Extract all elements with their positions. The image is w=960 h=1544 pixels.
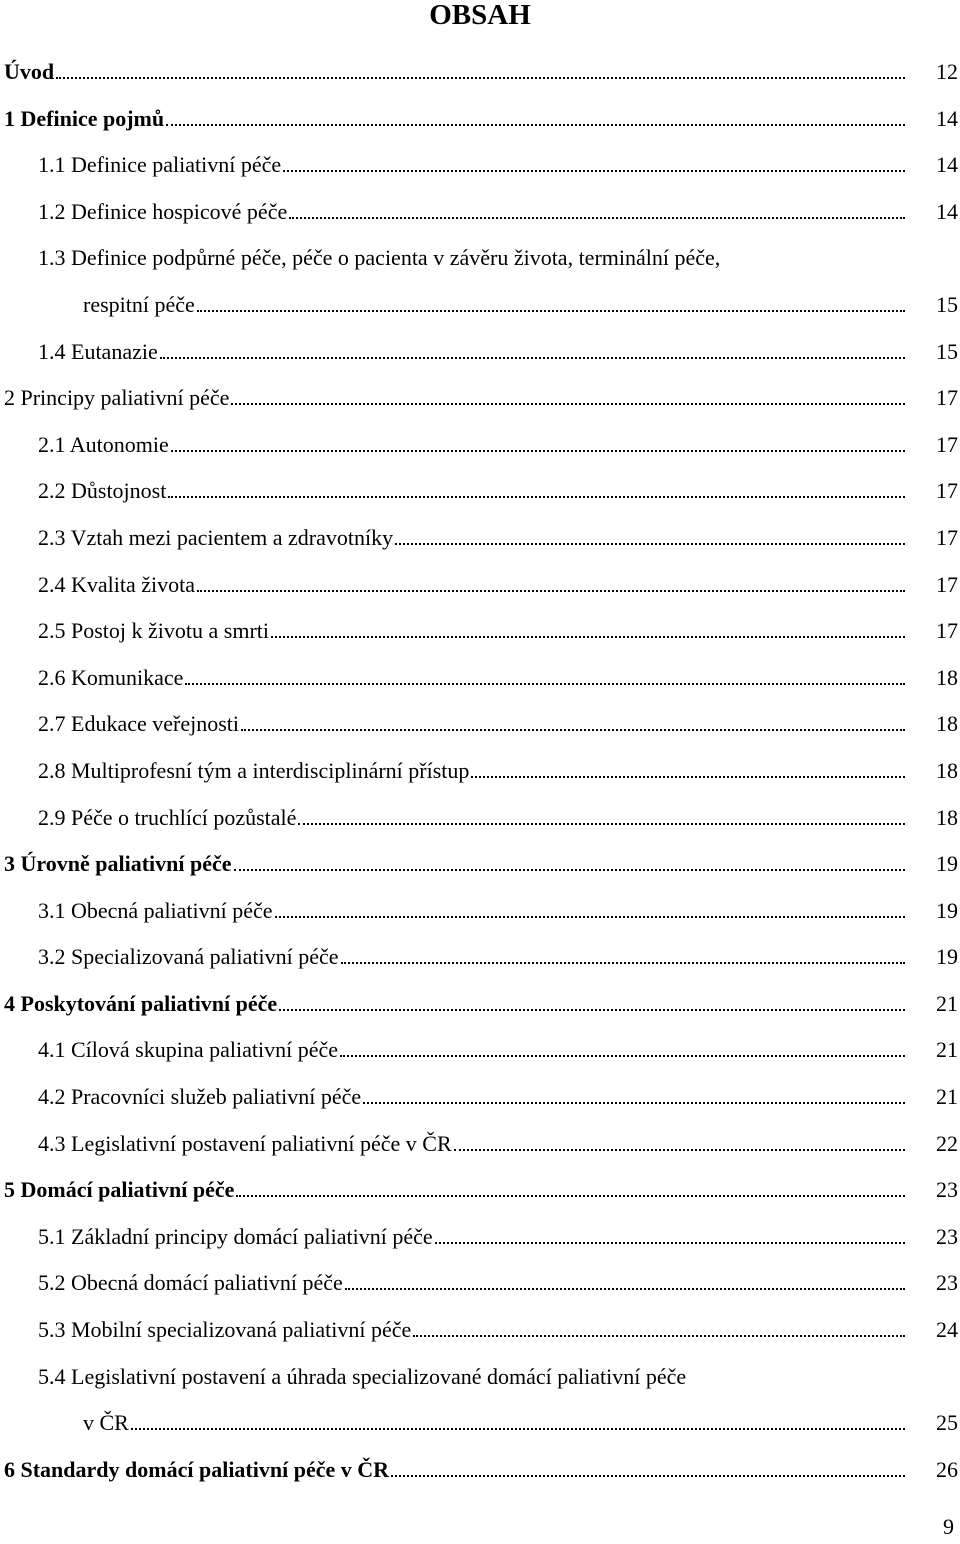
toc-leader bbox=[185, 680, 905, 685]
toc-entry-page: 23 bbox=[936, 1270, 958, 1296]
toc-entry[interactable] bbox=[0, 52, 960, 99]
toc-entry[interactable] bbox=[0, 984, 960, 1031]
toc-entry[interactable] bbox=[0, 891, 960, 938]
toc-entry-title: 1.3 Definice podpůrné péče, péče o pacienta v závěru života, terminální péče, bbox=[38, 245, 721, 271]
toc-entry-page: 18 bbox=[936, 664, 958, 690]
toc-leader bbox=[454, 1146, 905, 1151]
toc-entry-page: 19 bbox=[936, 851, 958, 877]
toc-entry-page: 14 bbox=[936, 152, 958, 178]
toc-entry-title: 2.9 Péče o truchlící pozůstalé bbox=[38, 804, 297, 830]
toc-entry-page: 21 bbox=[936, 1084, 958, 1110]
toc-leader bbox=[271, 633, 905, 638]
toc-leader bbox=[471, 773, 905, 778]
toc-entry-title: 4.2 Pracovníci služeb paliativní péče bbox=[38, 1084, 362, 1110]
toc-entry[interactable] bbox=[0, 285, 960, 332]
toc-leader bbox=[275, 913, 905, 918]
toc-entry[interactable] bbox=[0, 238, 960, 285]
toc-entry[interactable] bbox=[0, 1310, 960, 1357]
toc-entry[interactable] bbox=[0, 99, 960, 146]
toc-entry[interactable] bbox=[0, 798, 960, 845]
toc-entry[interactable] bbox=[0, 1077, 960, 1124]
toc-entry-page: 26 bbox=[936, 1456, 958, 1482]
toc-entry-page: 23 bbox=[936, 1177, 958, 1203]
toc-entry-page: 14 bbox=[936, 198, 958, 224]
toc-leader bbox=[236, 1192, 905, 1197]
toc-entry-page: 17 bbox=[936, 571, 958, 597]
toc-entry[interactable] bbox=[0, 1450, 960, 1497]
toc-entry-page: 18 bbox=[936, 757, 958, 783]
toc-entry-title: 2.2 Důstojnost bbox=[38, 478, 167, 504]
toc-entry-title: 2.8 Multiprofesní tým a interdisciplinární přístup bbox=[38, 757, 470, 783]
toc-entry-title: 2.3 Vztah mezi pacientem a zdravotníky bbox=[38, 524, 394, 550]
toc-entry-title: 1 Definice pojmů bbox=[4, 105, 165, 131]
toc-entry[interactable] bbox=[0, 565, 960, 612]
toc-leader bbox=[131, 1425, 905, 1430]
toc-leader bbox=[166, 121, 905, 126]
toc-leader bbox=[395, 540, 905, 545]
toc-entry[interactable] bbox=[0, 658, 960, 705]
toc-entry-title: 6 Standardy domácí paliativní péče v ČR bbox=[4, 1456, 390, 1482]
toc-entry-page: 14 bbox=[936, 105, 958, 131]
toc-entry-title: respitní péče bbox=[83, 291, 195, 317]
toc-entry-page: 17 bbox=[936, 385, 958, 411]
toc-leader bbox=[413, 1332, 905, 1337]
toc-leader bbox=[231, 400, 905, 405]
toc-entry[interactable] bbox=[0, 471, 960, 518]
toc-entry-title: 3.2 Specializovaná paliativní péče bbox=[38, 944, 339, 970]
toc-entry[interactable] bbox=[0, 611, 960, 658]
toc-entry-title: 2.4 Kvalita života bbox=[38, 571, 196, 597]
page-title: OBSAH bbox=[429, 0, 531, 31]
toc-leader bbox=[279, 1006, 905, 1011]
toc-leader bbox=[160, 354, 905, 359]
toc-leader bbox=[168, 493, 905, 498]
toc-entry-page: 22 bbox=[936, 1130, 958, 1156]
toc-entry-page: 18 bbox=[936, 804, 958, 830]
toc-entry-title: 2 Principy paliativní péče bbox=[4, 385, 230, 411]
toc-entry-page: 24 bbox=[936, 1317, 958, 1343]
toc-entry-title: 4.3 Legislativní postavení paliativní péče v ČR bbox=[38, 1130, 452, 1156]
toc-entry[interactable] bbox=[0, 425, 960, 472]
toc-entry-title: 4 Poskytování paliativní péče bbox=[4, 990, 278, 1016]
toc-entry[interactable] bbox=[0, 1403, 960, 1450]
toc-leader bbox=[283, 167, 905, 172]
toc-entry[interactable] bbox=[0, 518, 960, 565]
toc-entry-title: 1.2 Definice hospicové péče bbox=[38, 198, 288, 224]
toc-entry-page: 12 bbox=[936, 59, 958, 84]
toc-entry-title: v ČR bbox=[83, 1410, 129, 1436]
toc-entry-title: 4.1 Cílová skupina paliativní péče bbox=[38, 1037, 338, 1063]
toc-entry-page: 19 bbox=[936, 897, 958, 923]
toc-entry-page: 23 bbox=[936, 1223, 958, 1249]
toc-entry[interactable] bbox=[0, 1263, 960, 1310]
toc-leader bbox=[298, 820, 905, 825]
toc-entry-page: 17 bbox=[936, 431, 958, 457]
toc-entry-title: 2.6 Komunikace bbox=[38, 664, 184, 690]
toc-entry[interactable] bbox=[0, 145, 960, 192]
toc-entry[interactable] bbox=[0, 1030, 960, 1077]
toc-leader bbox=[171, 447, 905, 452]
toc-entry[interactable] bbox=[0, 1124, 960, 1171]
toc-entry-title: 5.3 Mobilní specializovaná paliativní péče bbox=[38, 1317, 412, 1343]
toc-entry-page: 17 bbox=[936, 618, 958, 644]
toc-entry-title: Úvod bbox=[4, 59, 55, 84]
toc-leader bbox=[241, 726, 905, 731]
toc-entry-page: 15 bbox=[936, 338, 958, 364]
toc-entry[interactable] bbox=[0, 751, 960, 798]
toc-entry-title: 1.4 Eutanazie bbox=[38, 338, 158, 364]
toc-leader bbox=[234, 866, 905, 871]
toc-entry-title: 3.1 Obecná paliativní péče bbox=[38, 897, 273, 923]
toc-entry[interactable] bbox=[0, 1217, 960, 1264]
toc-entry-page: 15 bbox=[936, 291, 958, 317]
toc-entry[interactable] bbox=[0, 332, 960, 379]
toc-entry-title: 2.1 Autonomie bbox=[38, 431, 169, 457]
toc-leader bbox=[197, 307, 905, 312]
toc-entry-title: 5 Domácí paliativní péče bbox=[4, 1177, 235, 1203]
toc-entry[interactable] bbox=[0, 844, 960, 891]
toc-leader bbox=[289, 214, 905, 219]
toc-entry-title: 2.7 Edukace veřejnosti bbox=[38, 711, 239, 737]
toc-entry-title: 3 Úrovně paliativní péče bbox=[4, 851, 232, 877]
toc-entry-page: 17 bbox=[936, 478, 958, 504]
toc-leader bbox=[345, 1285, 905, 1290]
toc-entry[interactable] bbox=[0, 704, 960, 751]
toc-leader bbox=[340, 1052, 905, 1057]
toc-entry-page: 17 bbox=[936, 524, 958, 550]
toc-entry[interactable] bbox=[0, 1357, 960, 1404]
toc-entry[interactable] bbox=[0, 192, 960, 239]
toc-entry-title: 1.1 Definice paliativní péče bbox=[38, 152, 282, 178]
toc-entry-page: 21 bbox=[936, 1037, 958, 1063]
toc-entry-title: 5.1 Základní principy domácí paliativní péče bbox=[38, 1223, 433, 1249]
toc-entry-page: 21 bbox=[936, 990, 958, 1016]
toc-leader bbox=[391, 1472, 905, 1477]
toc-entry-title: 5.2 Obecná domácí paliativní péče bbox=[38, 1270, 343, 1296]
toc-leader bbox=[435, 1239, 905, 1244]
toc-entry[interactable] bbox=[0, 378, 960, 425]
toc-entry[interactable] bbox=[0, 1170, 960, 1217]
toc-leader bbox=[363, 1099, 905, 1104]
toc-entry[interactable] bbox=[0, 937, 960, 984]
toc-leader bbox=[56, 74, 905, 79]
page-number: 9 bbox=[943, 1514, 954, 1539]
toc-leader bbox=[341, 959, 905, 964]
table-of-contents bbox=[0, 52, 960, 1496]
toc-entry-page: 25 bbox=[936, 1410, 958, 1436]
toc-entry-page: 18 bbox=[936, 711, 958, 737]
toc-entry-title: 2.5 Postoj k životu a smrti bbox=[38, 618, 269, 644]
toc-entry-title: 5.4 Legislativní postavení a úhrada specializované domácí paliativní péče bbox=[38, 1363, 687, 1389]
toc-leader bbox=[197, 587, 905, 592]
toc-entry-page: 19 bbox=[936, 944, 958, 970]
